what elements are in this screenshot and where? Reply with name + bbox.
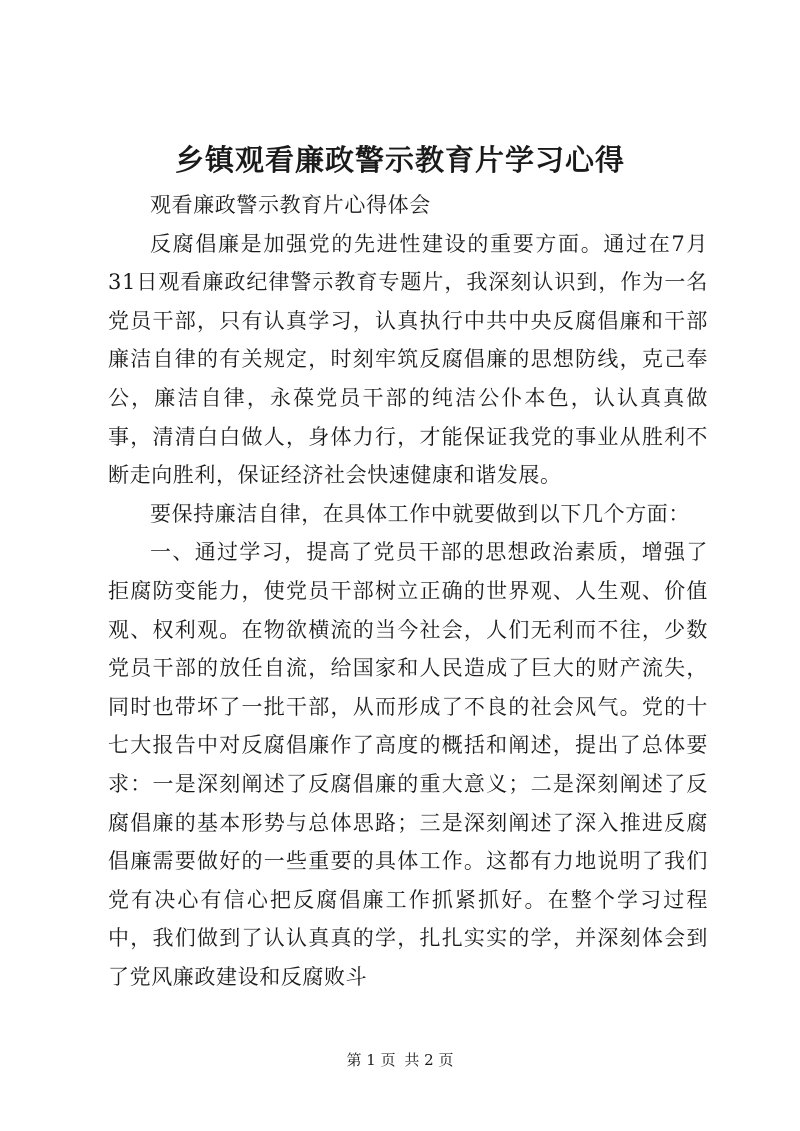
body-paragraph: 要保持廉洁自律，在具体工作中就要做到以下几个方面： (150, 501, 690, 526)
page-number: 第 1 页 (346, 1051, 396, 1069)
body-paragraph: 一、通过学习，提高了党员干部的思想政治素质，增强了拒腐防变能力，使党员干部树立正确的世界观、人生观、价值观、权利观。在物欲横流的当今社会，人们无利而不往，少数党员干部的放任自流，给国家和人民造成了巨大的财产流失，同时也带坏了一批干部，从而形成了不良的社会风气。党的十七大报告中对反腐倡廉作了高度的概括和阐述，提出了总体要求：一是深刻阐述了反腐倡廉的重大意义；二是深刻阐述了反腐倡廉的基本形势与总体思路；三是深刻阐述了深入推进反腐倡廉需要做好的一些重要的具体工作。这都有力地说明了我们党有决心有信心把反腐倡廉工作抓紧抓好。在整个学习过程中，我们做到了认认真真的学，扎扎实实的学，并深刻体会到了党风廉政建设和反腐败斗 (108, 540, 708, 989)
page-total: 共 2 页 (404, 1051, 454, 1069)
document-title: 乡镇观看廉政警示教育片学习心得 (174, 143, 625, 177)
body-paragraph: 反腐倡廉是加强党的先进性建设的重要方面。通过在7月31日观看廉政纪律警示教育专题片，我深刻认识到，作为一名党员干部，只有认真学习，认真执行中共中央反腐倡廉和干部廉洁自律的有关规定，时刻牢筑反腐倡廉的思想防线，克己奉公，廉洁自律，永葆党员干部的纯洁公仆本色，认认真真做事，清清白白做人，身体力行，才能保证我党的事业从胜利不断走向胜利，保证经济社会快速健康和谐发展。 (108, 231, 708, 488)
subtitle-paragraph: 观看廉政警示教育片心得体会 (150, 193, 431, 217)
page-footer (0, 1050, 800, 1070)
document-body (108, 186, 708, 996)
